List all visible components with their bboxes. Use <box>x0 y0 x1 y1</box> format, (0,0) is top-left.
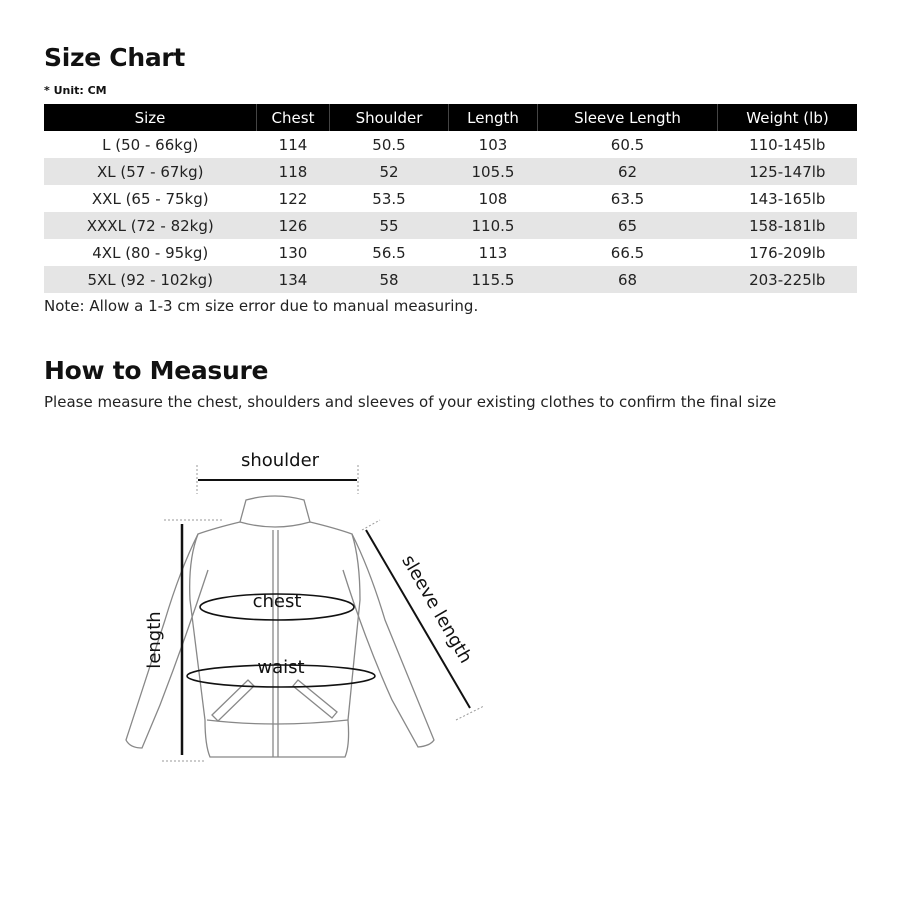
cell-weight: 143-165lb <box>749 189 826 208</box>
cell-chest: 114 <box>278 135 308 154</box>
cell-size: L (50 - 66kg) <box>102 135 199 154</box>
cell-size: XXXL (72 - 82kg) <box>44 212 257 239</box>
header-shoulder: Shoulder <box>330 104 449 131</box>
cell-weight: 203-225lb <box>718 266 858 293</box>
size-chart-title: Size Chart <box>44 43 186 72</box>
cell-sleeve-length: 62 <box>538 158 718 185</box>
cell-size: 5XL (92 - 102kg) <box>44 266 257 293</box>
chest-label: chest <box>252 591 302 612</box>
cell-chest: 130 <box>278 243 308 262</box>
cell-chest: 126 <box>257 212 330 239</box>
cell-chest: 122 <box>278 189 308 208</box>
jacket-outline-icon <box>126 496 434 757</box>
cell-sleeve-length: 63.5 <box>610 189 645 208</box>
header-length: Length <box>449 104 538 131</box>
shoulder-label: shoulder <box>240 450 320 471</box>
cell-shoulder: 55 <box>330 212 449 239</box>
cell-chest: 134 <box>257 266 330 293</box>
cell-size: XL (57 - 67kg) <box>44 158 257 185</box>
waist-label: waist <box>257 657 305 678</box>
header-sleeve-length: Sleeve Length <box>538 104 718 131</box>
unit-label: * Unit: CM <box>44 84 107 97</box>
how-to-measure-title: How to Measure <box>44 356 269 385</box>
how-to-measure-subtitle: Please measure the chest, shoulders and sleeves of your existing clothes to confirm the final size <box>44 393 777 411</box>
cell-sleeve-length: 60.5 <box>610 135 645 154</box>
cell-sleeve-length: 66.5 <box>610 243 645 262</box>
cell-length: 108 <box>478 189 508 208</box>
header-chest: Chest <box>257 104 330 131</box>
cell-weight: 110-145lb <box>749 135 826 154</box>
cell-length: 115.5 <box>449 266 538 293</box>
cell-shoulder: 58 <box>330 266 449 293</box>
cell-weight: 125-147lb <box>718 158 858 185</box>
length-label: length <box>144 611 165 669</box>
measurement-note: Note: Allow a 1-3 cm size error due to manual measuring. <box>44 297 479 315</box>
cell-shoulder: 56.5 <box>372 243 406 262</box>
cell-shoulder: 53.5 <box>372 189 406 208</box>
cell-sleeve-length: 65 <box>538 212 718 239</box>
cell-size: XXL (65 - 75kg) <box>91 189 209 208</box>
cell-length: 103 <box>478 135 508 154</box>
cell-length: 105.5 <box>449 158 538 185</box>
sleeve-length-label: sleeve length <box>397 551 477 668</box>
cell-sleeve-length: 68 <box>538 266 718 293</box>
cell-weight: 158-181lb <box>718 212 858 239</box>
cell-shoulder: 50.5 <box>372 135 406 154</box>
cell-length: 113 <box>478 243 508 262</box>
cell-shoulder: 52 <box>330 158 449 185</box>
header-weight: Weight (lb) <box>718 104 858 131</box>
cell-weight: 176-209lb <box>749 243 826 262</box>
cell-size: 4XL (80 - 95kg) <box>92 243 209 262</box>
cell-chest: 118 <box>257 158 330 185</box>
header-size: Size <box>44 104 257 131</box>
cell-length: 110.5 <box>449 212 538 239</box>
